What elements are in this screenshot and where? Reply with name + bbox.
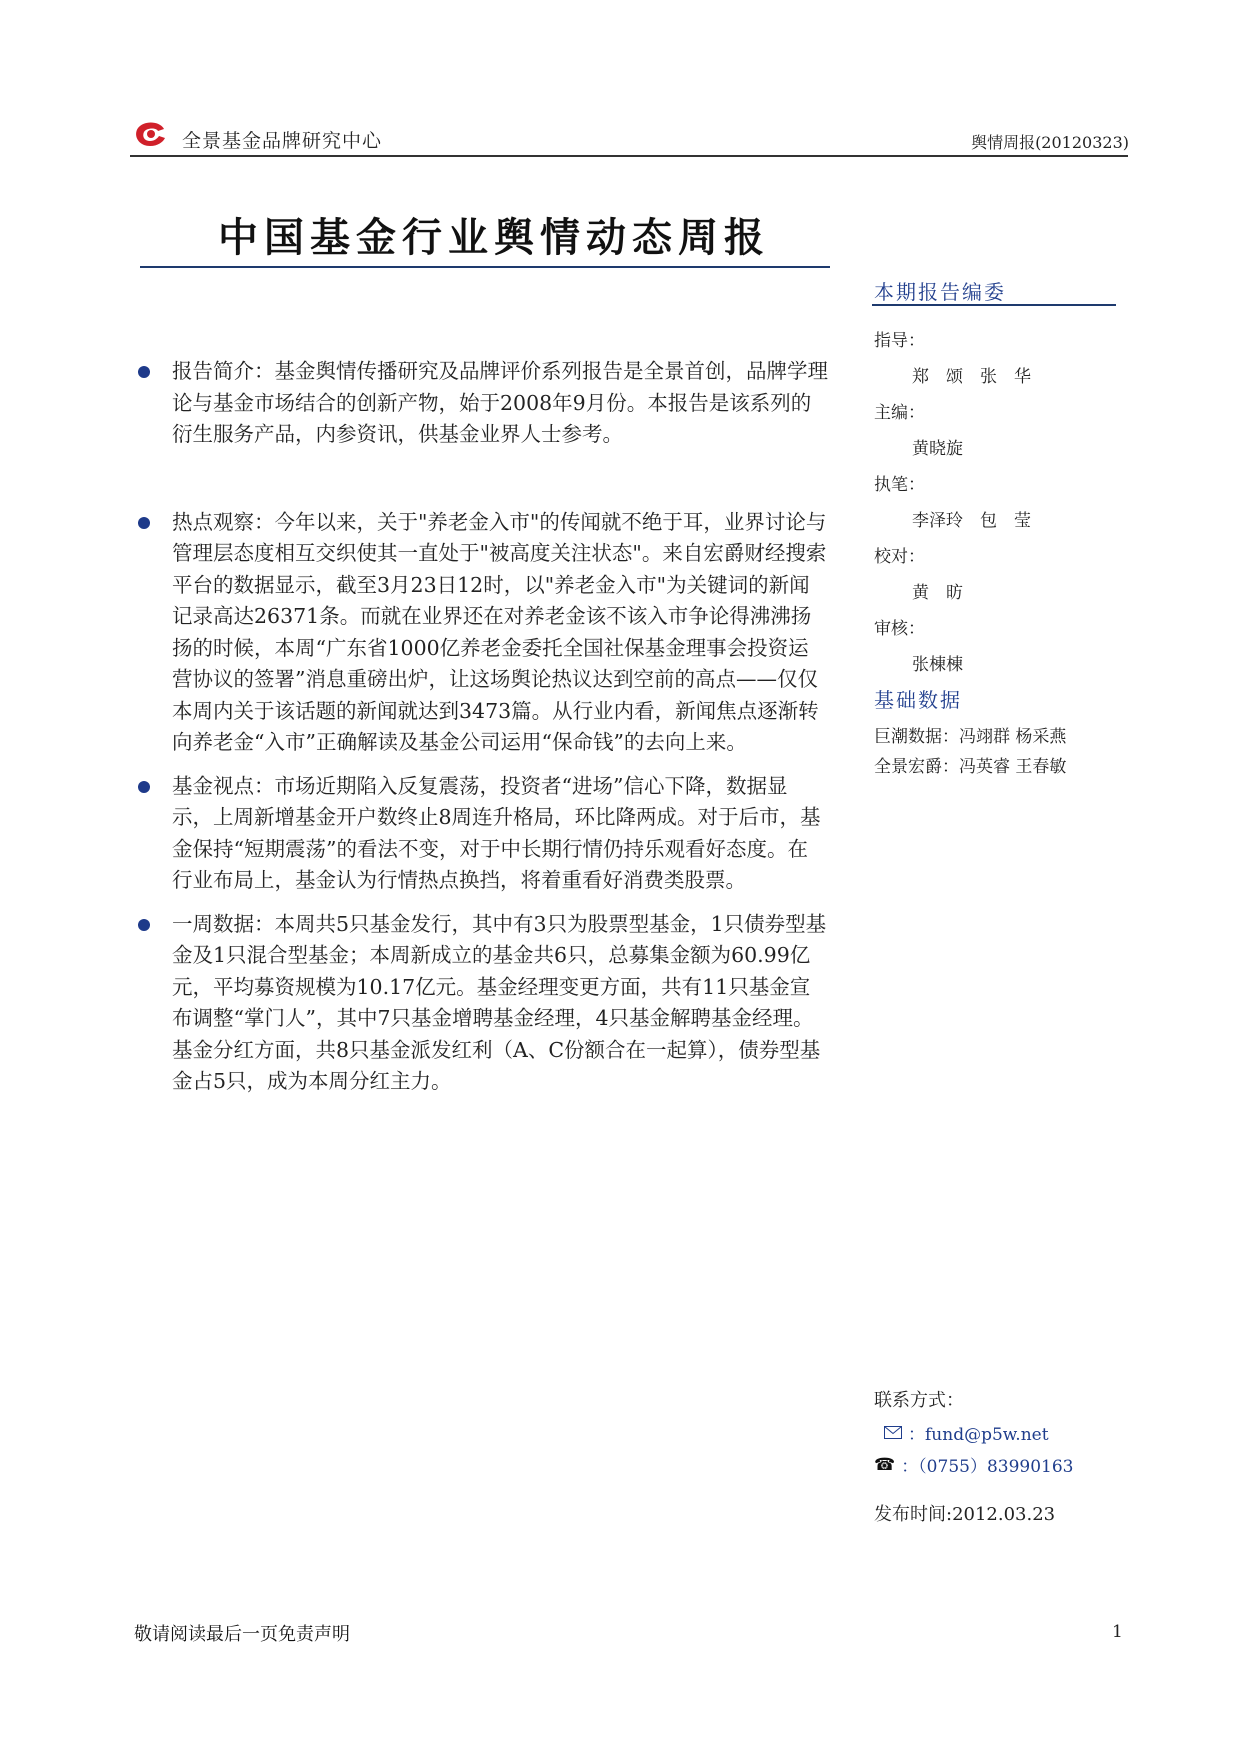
contact-label: 联系方式： — [874, 1390, 964, 1411]
section-intro — [138, 356, 828, 451]
envelope-icon — [884, 1426, 902, 1439]
role-names: 黄 昉 — [912, 583, 963, 603]
section-text: 一周数据：本周共5只基金发行，其中有3只为股票型基金，1只债券型基金及1只混合型基金；本周新成立的基金共6只，总募集金额为60.99亿元，平均募资规模为10.17亿元。基金经理变更方面，共有11只基金宣布调整“掌门人”，其中7只基金增聘基金经理，4只基金解聘基金经理。基金分红方面，共8只基金派发红利（A、C份额合在一起算），债券型基金占5只，成为本周分红主力。 — [172, 911, 827, 1093]
role-names: 黄晓旋 — [912, 439, 963, 459]
sidebar-rule — [872, 304, 1116, 306]
data-source: 全景宏爵：冯英睿 王春敏 — [874, 757, 1067, 777]
contact-phone — [874, 1452, 1073, 1477]
data-heading: 基础数据 — [874, 688, 962, 712]
bullet-icon — [138, 919, 150, 931]
section-text: 基金视点：市场近期陷入反复震荡，投资者“进场”信心下降，数据显示，上周新增基金开户数终止8周连升格局，环比降两成。对于后市，基金保持“短期震荡”的看法不变，对于中长期行情仍持乐观看好态度。在行业布局上，基金认为行情热点换挡，将着重看好消费类股票。 — [172, 773, 821, 892]
role-label: 主编： — [874, 403, 925, 423]
role-label: 校对： — [874, 547, 925, 567]
bullet-icon — [138, 366, 150, 378]
role-label: 执笔： — [874, 475, 925, 495]
bullet-icon — [138, 781, 150, 793]
bullet-icon — [138, 517, 150, 529]
role-label: 审核： — [874, 619, 925, 639]
org-name: 全景基金品牌研究中心 — [182, 130, 383, 152]
data-source: 巨潮数据：冯翊群 杨采燕 — [874, 727, 1067, 747]
role-names: 张棟棟 — [912, 655, 963, 675]
contact-email[interactable] — [884, 1420, 1049, 1445]
phone-icon: ☎ — [874, 1454, 896, 1475]
phone-text: ：（0755）83990163 — [901, 1457, 1074, 1477]
header-rule — [130, 155, 1128, 157]
email-text[interactable]: ：fund@p5w.net — [908, 1425, 1049, 1445]
document-title: 中国基金行业舆情动态周报 — [218, 214, 770, 261]
p5w-logo-icon — [134, 120, 168, 148]
page-number: 1 — [1112, 1622, 1123, 1642]
section-text: 报告简介：基金舆情传播研究及品牌评价系列报告是全景首创，品牌学理论与基金市场结合的创新产物，始于2008年9月份。本报告是该系列的衍生服务产品，内参资讯，供基金业界人士参考。 — [172, 359, 828, 446]
title-rule — [140, 266, 830, 268]
main-content — [138, 356, 828, 1098]
section-hot-topic — [138, 507, 828, 759]
disclaimer: 敬请阅读最后一页免责声明 — [134, 1624, 350, 1645]
issue-label: 舆情周报(20120323) — [971, 133, 1129, 152]
section-text: 热点观察：今年以来，关于"养老金入市"的传闻就不绝于耳，业界讨论与管理层态度相互交织使其一直处于"被高度关注状态"。来自宏爵财经搜索平台的数据显示，截至3月23日12时，以"养老金入市"为关键词的新闻记录高达26371条。而就在业界还在对养老金该不该入市争论得沸沸扬扬的时候，本周“广东省1000亿养老金委托全国社保基金理事会投资运营协议的签署”消息重磅出炉，让这场舆论热议达到空前的高点——仅仅本周内关于该话题的新闻就达到3473篇。从行业内看，新闻焦点逐渐转向养老金“入市”正确解读及基金公司运用“保命钱”的去向上来。 — [172, 509, 827, 754]
role-label: 指导： — [874, 331, 925, 351]
section-weekly-data — [138, 909, 828, 1098]
publish-date: 发布时间:2012.03.23 — [874, 1504, 1056, 1525]
role-names: 郑 颂 张 华 — [912, 367, 1031, 387]
sidebar-heading: 本期报告编委 — [874, 280, 1006, 304]
role-names: 李泽玲 包 莹 — [912, 511, 1031, 531]
section-fund-view — [138, 771, 828, 897]
